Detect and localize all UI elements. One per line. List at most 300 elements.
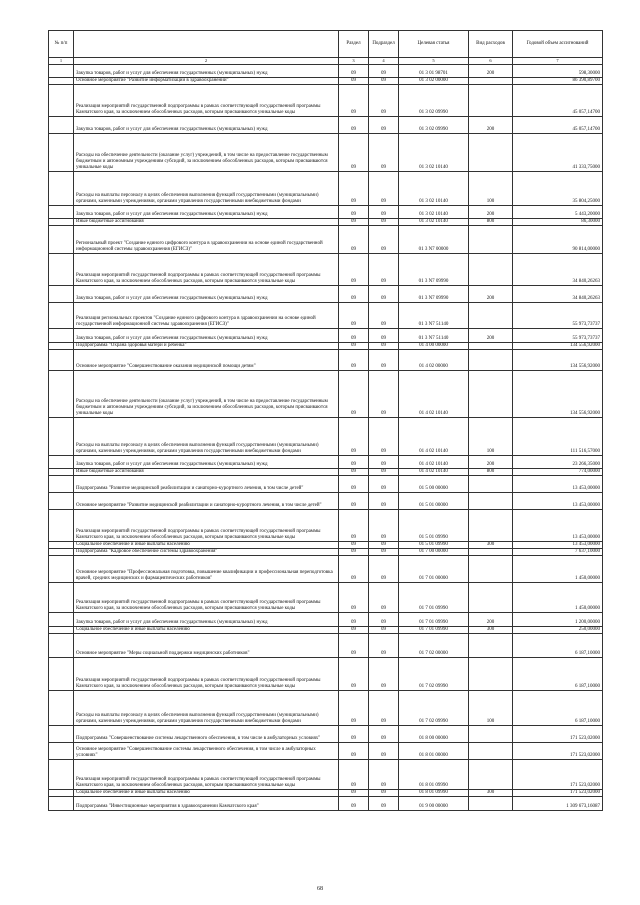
- table-header-row: [49, 31, 603, 58]
- table-row: [49, 78, 603, 85]
- row-subsection-cell: 09: [369, 350, 399, 371]
- row-expense-type-cell: 200: [469, 286, 513, 303]
- header-num: № п/п: [49, 31, 74, 58]
- row-number-cell: [49, 329, 74, 343]
- row-target-cell: 01 5 01 00000: [399, 493, 469, 510]
- row-amount-cell: 34 840,26263: [513, 286, 603, 303]
- row-name-cell: Иные бюджетные ассигнования: [74, 219, 339, 226]
- row-amount-cell: 598,30000: [513, 65, 603, 78]
- row-section-cell: 09: [339, 329, 369, 343]
- row-name-cell: Иные бюджетные ассигнования: [74, 469, 339, 476]
- row-expense-type-cell: 300: [469, 627, 513, 634]
- header-subsection: Подраздел: [369, 31, 399, 58]
- row-target-cell: 01 3 02 00000: [399, 78, 469, 85]
- row-amount-cell: 90 814,00000: [513, 226, 603, 254]
- row-name-cell: Закупка товаров, работ и услуг для обеспечения государственных (муниципальных) нужд: [74, 65, 339, 78]
- row-section-cell: 09: [339, 117, 369, 134]
- table-row: [49, 627, 603, 634]
- row-subsection-cell: 09: [369, 219, 399, 226]
- row-subsection-cell: 09: [369, 456, 399, 469]
- row-expense-type-cell: [469, 254, 513, 286]
- row-number-cell: [49, 456, 74, 469]
- row-amount-cell: 13 453,00000: [513, 476, 603, 493]
- row-expense-type-cell: [469, 350, 513, 371]
- table-row: [49, 117, 603, 134]
- table-row: [49, 510, 603, 542]
- row-expense-type-cell: 200: [469, 206, 513, 219]
- row-target-cell: 01 3 02 10140: [399, 172, 469, 206]
- row-target-cell: 01 3 02 10140: [399, 219, 469, 226]
- row-subsection-cell: 09: [369, 469, 399, 476]
- row-subsection-cell: 09: [369, 371, 399, 418]
- row-name-cell: Расходы на выплаты персоналу в целях обеспечения выполнения функций государственными (муниципальными) органами, казенными учреждениями, органами управления государственными внебюджетными фондами: [74, 691, 339, 726]
- row-number-cell: [49, 350, 74, 371]
- row-expense-type-cell: [469, 476, 513, 493]
- row-section-cell: 09: [339, 206, 369, 219]
- row-expense-type-cell: [469, 226, 513, 254]
- row-section-cell: 09: [339, 85, 369, 117]
- row-name-cell: Подпрограмма "Охрана здоровья матери и ребенка": [74, 343, 339, 350]
- row-target-cell: 01 8 01 00000: [399, 743, 469, 760]
- row-number-cell: [49, 510, 74, 542]
- table-row: [49, 613, 603, 627]
- row-subsection-cell: 09: [369, 134, 399, 172]
- table-body: [49, 65, 603, 811]
- row-number-cell: [49, 371, 74, 418]
- row-subsection-cell: 09: [369, 65, 399, 78]
- column-index: 5: [399, 58, 469, 65]
- row-name-cell: Расходы на выплаты персоналу в целях обеспечения выполнения функций государственными (муниципальными) органами, казенными учреждениями, органами управления государственными внебюджетными фондами: [74, 172, 339, 206]
- row-section-cell: 09: [339, 634, 369, 658]
- row-amount-cell: 6 187,10000: [513, 634, 603, 658]
- table-row: [49, 542, 603, 549]
- table-row: [49, 254, 603, 286]
- column-index: 2: [74, 58, 339, 65]
- row-amount-cell: 13 453,00000: [513, 542, 603, 549]
- row-amount-cell: 45 057,14700: [513, 117, 603, 134]
- table-row: [49, 206, 603, 219]
- row-expense-type-cell: [469, 510, 513, 542]
- row-amount-cell: 13 453,00000: [513, 510, 603, 542]
- row-target-cell: 01 3 N7 51140: [399, 329, 469, 343]
- row-target-cell: 01 4 02 10140: [399, 456, 469, 469]
- row-name-cell: Реализация мероприятий государственной подпрограммы в рамках соответствующей государственной программы Камчатского края, за исключением обособленных расходов, которым присваиваются уникальные коды: [74, 254, 339, 286]
- table-row: [49, 549, 603, 556]
- row-number-cell: [49, 219, 74, 226]
- row-subsection-cell: 09: [369, 583, 399, 613]
- row-subsection-cell: 09: [369, 85, 399, 117]
- table-row: [49, 226, 603, 254]
- row-name-cell: Расходы на обеспечение деятельности (оказание услуг) учреждений, в том числе на предоставление государственным бюджетным и автономным учреждениям субсидий, за исключением обособленных расходов, которым присваиваются уникальные коды: [74, 134, 339, 172]
- row-expense-type-cell: [469, 134, 513, 172]
- row-expense-type-cell: [469, 726, 513, 743]
- row-section-cell: 09: [339, 797, 369, 811]
- row-amount-cell: 134 556,92000: [513, 343, 603, 350]
- row-target-cell: 01 8 01 09990: [399, 760, 469, 790]
- row-name-cell: Социальное обеспечение и иные выплаты населению: [74, 542, 339, 549]
- document-sheet: [48, 30, 602, 811]
- table-row: [49, 493, 603, 510]
- row-number-cell: [49, 254, 74, 286]
- row-number-cell: [49, 634, 74, 658]
- row-section-cell: 09: [339, 65, 369, 78]
- row-number-cell: [49, 172, 74, 206]
- row-section-cell: 09: [339, 790, 369, 797]
- row-section-cell: 09: [339, 134, 369, 172]
- row-subsection-cell: 09: [369, 206, 399, 219]
- row-subsection-cell: 09: [369, 542, 399, 549]
- row-name-cell: Закупка товаров, работ и услуг для обеспечения государственных (муниципальных) нужд: [74, 613, 339, 627]
- row-section-cell: 09: [339, 613, 369, 627]
- row-target-cell: 01 8 01 09990: [399, 790, 469, 797]
- table-row: [49, 371, 603, 418]
- row-section-cell: 09: [339, 510, 369, 542]
- row-number-cell: [49, 627, 74, 634]
- header-target: Целевая статья: [399, 31, 469, 58]
- row-name-cell: Реализация региональных проектов "Создание единого цифрового контура в здравоохранении на основе единой государственной информационной системы здравоохранения (ЕГИСЗ)": [74, 303, 339, 329]
- row-name-cell: Региональный проект "Создание единого цифрового контура в здравоохранении на основе единой государственной информационной системы здравоохранения (ЕГИСЗ)": [74, 226, 339, 254]
- row-number-cell: [49, 556, 74, 583]
- row-target-cell: 01 3 N7 51140: [399, 303, 469, 329]
- row-target-cell: 01 4 02 00000: [399, 350, 469, 371]
- row-expense-type-cell: [469, 556, 513, 583]
- row-name-cell: Социальное обеспечение и иные выплаты населению: [74, 790, 339, 797]
- row-subsection-cell: 09: [369, 790, 399, 797]
- column-index: 6: [469, 58, 513, 65]
- row-target-cell: 01 3 N7 09990: [399, 286, 469, 303]
- row-target-cell: 01 3 02 09990: [399, 117, 469, 134]
- row-target-cell: 01 3 02 09990: [399, 85, 469, 117]
- row-subsection-cell: 09: [369, 760, 399, 790]
- row-expense-type-cell: 800: [469, 469, 513, 476]
- row-subsection-cell: 09: [369, 691, 399, 726]
- row-subsection-cell: 09: [369, 726, 399, 743]
- row-amount-cell: 86,30000: [513, 219, 603, 226]
- row-target-cell: 01 3 02 10140: [399, 134, 469, 172]
- row-number-cell: [49, 134, 74, 172]
- row-expense-type-cell: 200: [469, 613, 513, 627]
- row-subsection-cell: 09: [369, 226, 399, 254]
- row-amount-cell: 13 453,00000: [513, 493, 603, 510]
- row-number-cell: [49, 303, 74, 329]
- row-subsection-cell: 09: [369, 510, 399, 542]
- row-amount-cell: 1 309 673,16087: [513, 797, 603, 811]
- row-name-cell: Закупка товаров, работ и услуг для обеспечения государственных (муниципальных) нужд: [74, 206, 339, 219]
- row-expense-type-cell: [469, 85, 513, 117]
- row-amount-cell: 7 637,10000: [513, 549, 603, 556]
- row-target-cell: 01 7 01 09990: [399, 613, 469, 627]
- column-index-row: [49, 58, 603, 65]
- row-subsection-cell: 09: [369, 797, 399, 811]
- row-expense-type-cell: [469, 303, 513, 329]
- table-row: [49, 797, 603, 811]
- row-expense-type-cell: [469, 583, 513, 613]
- row-amount-cell: 1 200,00000: [513, 613, 603, 627]
- row-section-cell: 09: [339, 254, 369, 286]
- row-name-cell: Социальное обеспечение и иные выплаты населению: [74, 627, 339, 634]
- row-amount-cell: 34 840,26263: [513, 254, 603, 286]
- row-subsection-cell: 09: [369, 172, 399, 206]
- table-row: [49, 658, 603, 691]
- row-name-cell: Реализация мероприятий государственной подпрограммы в рамках соответствующей государственной программы Камчатского края, за исключением обособленных расходов, которым присваиваются уникальные коды: [74, 583, 339, 613]
- row-target-cell: 01 7 02 00000: [399, 634, 469, 658]
- row-number-cell: [49, 418, 74, 456]
- row-section-cell: 09: [339, 418, 369, 456]
- row-expense-type-cell: 100: [469, 691, 513, 726]
- row-section-cell: 09: [339, 627, 369, 634]
- row-amount-cell: 171 523,02000: [513, 760, 603, 790]
- row-target-cell: 01 3 01 98701: [399, 65, 469, 78]
- table-row: [49, 329, 603, 343]
- row-target-cell: 01 3 N7 00000: [399, 226, 469, 254]
- column-index: 1: [49, 58, 74, 65]
- row-amount-cell: 171 523,02000: [513, 743, 603, 760]
- table-row: [49, 469, 603, 476]
- table-row: [49, 456, 603, 469]
- row-number-cell: [49, 760, 74, 790]
- table-row: [49, 634, 603, 658]
- row-name-cell: Подпрограмма "Инвестиционные мероприятия в здравоохранении Камчатского края": [74, 797, 339, 811]
- row-amount-cell: 6 187,10000: [513, 658, 603, 691]
- row-section-cell: 09: [339, 172, 369, 206]
- row-subsection-cell: 09: [369, 743, 399, 760]
- row-section-cell: 09: [339, 343, 369, 350]
- row-subsection-cell: 09: [369, 658, 399, 691]
- table-row: [49, 65, 603, 78]
- table-row: [49, 691, 603, 726]
- row-target-cell: 01 4 02 10140: [399, 371, 469, 418]
- row-amount-cell: 86 390,89700: [513, 78, 603, 85]
- row-number-cell: [49, 85, 74, 117]
- row-name-cell: Расходы на выплаты персоналу в целях обеспечения выполнения функций государственными (муниципальными) органами, казенными учреждениями, органами управления государственными внебюджетными фондами: [74, 418, 339, 456]
- row-section-cell: 09: [339, 658, 369, 691]
- row-target-cell: 01 7 01 09990: [399, 627, 469, 634]
- row-target-cell: 01 4 02 10140: [399, 418, 469, 456]
- row-section-cell: 09: [339, 476, 369, 493]
- row-number-cell: [49, 797, 74, 811]
- row-target-cell: 01 5 01 09990: [399, 510, 469, 542]
- row-section-cell: 09: [339, 726, 369, 743]
- row-amount-cell: 1 450,00000: [513, 583, 603, 613]
- page-number: 68: [317, 886, 323, 892]
- row-amount-cell: 171 523,02000: [513, 790, 603, 797]
- row-expense-type-cell: 800: [469, 219, 513, 226]
- row-number-cell: [49, 790, 74, 797]
- row-target-cell: 01 5 00 00000: [399, 476, 469, 493]
- row-section-cell: 09: [339, 286, 369, 303]
- table-row: [49, 350, 603, 371]
- row-subsection-cell: 09: [369, 627, 399, 634]
- row-expense-type-cell: [469, 78, 513, 85]
- row-number-cell: [49, 658, 74, 691]
- row-subsection-cell: 09: [369, 343, 399, 350]
- row-expense-type-cell: [469, 371, 513, 418]
- row-section-cell: 09: [339, 583, 369, 613]
- row-name-cell: Реализация мероприятий государственной подпрограммы в рамках соответствующей государственной программы Камчатского края, за исключением обособленных расходов, которым присваиваются уникальные коды: [74, 510, 339, 542]
- row-expense-type-cell: [469, 343, 513, 350]
- row-amount-cell: 1 450,00000: [513, 556, 603, 583]
- row-section-cell: 09: [339, 371, 369, 418]
- row-expense-type-cell: [469, 549, 513, 556]
- row-name-cell: Основное мероприятие "Развитие медицинской реабилитации и санаторно-курортного лечения, в том числе детей": [74, 493, 339, 510]
- table-row: [49, 286, 603, 303]
- row-amount-cell: 6 187,10000: [513, 691, 603, 726]
- row-name-cell: Реализация мероприятий государственной подпрограммы в рамках соответствующей государственной программы Камчатского края, за исключением обособленных расходов, которым присваиваются уникальные коды: [74, 85, 339, 117]
- row-expense-type-cell: 300: [469, 790, 513, 797]
- row-number-cell: [49, 691, 74, 726]
- table-row: [49, 134, 603, 172]
- row-amount-cell: 250,00000: [513, 627, 603, 634]
- row-section-cell: 09: [339, 743, 369, 760]
- row-expense-type-cell: [469, 743, 513, 760]
- row-target-cell: 01 7 01 00000: [399, 556, 469, 583]
- row-section-cell: 09: [339, 78, 369, 85]
- row-section-cell: 09: [339, 303, 369, 329]
- table-row: [49, 790, 603, 797]
- row-number-cell: [49, 583, 74, 613]
- header-amount: Годовой объем ассигнований: [513, 31, 603, 58]
- row-section-cell: 09: [339, 542, 369, 549]
- row-number-cell: [49, 493, 74, 510]
- row-subsection-cell: 09: [369, 634, 399, 658]
- column-index: 7: [513, 58, 603, 65]
- row-number-cell: [49, 469, 74, 476]
- row-name-cell: Основное мероприятие "Совершенствование оказания медицинской помощи детям": [74, 350, 339, 371]
- row-name-cell: Закупка товаров, работ и услуг для обеспечения государственных (муниципальных) нужд: [74, 117, 339, 134]
- row-target-cell: 01 4 00 00000: [399, 343, 469, 350]
- row-expense-type-cell: [469, 493, 513, 510]
- header-section: Раздел: [339, 31, 369, 58]
- row-section-cell: 09: [339, 219, 369, 226]
- budget-table: [48, 30, 603, 811]
- row-section-cell: 09: [339, 350, 369, 371]
- row-amount-cell: 5 443,20000: [513, 206, 603, 219]
- table-row: [49, 303, 603, 329]
- row-name-cell: Реализация мероприятий государственной подпрограммы в рамках соответствующей государственной программы Камчатского края, за исключением обособленных расходов, которым присваиваются уникальные коды: [74, 658, 339, 691]
- row-target-cell: 01 7 01 09990: [399, 583, 469, 613]
- row-expense-type-cell: [469, 658, 513, 691]
- row-target-cell: 01 3 N7 09990: [399, 254, 469, 286]
- table-row: [49, 726, 603, 743]
- row-amount-cell: 134 556,92000: [513, 350, 603, 371]
- header-name: [74, 31, 339, 58]
- row-amount-cell: 774,00000: [513, 469, 603, 476]
- row-section-cell: 09: [339, 549, 369, 556]
- table-row: [49, 760, 603, 790]
- row-number-cell: [49, 542, 74, 549]
- row-target-cell: 01 5 01 09990: [399, 542, 469, 549]
- row-expense-type-cell: [469, 634, 513, 658]
- row-number-cell: [49, 78, 74, 85]
- row-amount-cell: 55 973,73737: [513, 303, 603, 329]
- row-expense-type-cell: 200: [469, 456, 513, 469]
- row-subsection-cell: 09: [369, 476, 399, 493]
- row-subsection-cell: 09: [369, 549, 399, 556]
- row-name-cell: Основное мероприятие "Развитие информатизации в здравоохранении": [74, 78, 339, 85]
- row-target-cell: 01 3 02 10140: [399, 206, 469, 219]
- row-subsection-cell: 09: [369, 117, 399, 134]
- row-expense-type-cell: 100: [469, 418, 513, 456]
- row-number-cell: [49, 476, 74, 493]
- row-expense-type-cell: [469, 797, 513, 811]
- row-expense-type-cell: 200: [469, 117, 513, 134]
- row-number-cell: [49, 343, 74, 350]
- row-expense-type-cell: [469, 760, 513, 790]
- table-row: [49, 583, 603, 613]
- row-amount-cell: 45 057,14700: [513, 85, 603, 117]
- table-row: [49, 219, 603, 226]
- table-row: [49, 556, 603, 583]
- row-target-cell: 01 8 00 00000: [399, 726, 469, 743]
- table-row: [49, 343, 603, 350]
- row-target-cell: 01 7 02 09990: [399, 691, 469, 726]
- row-name-cell: Реализация мероприятий государственной подпрограммы в рамках соответствующей государственной программы Камчатского края, за исключением обособленных расходов, которым присваиваются уникальные коды: [74, 760, 339, 790]
- row-name-cell: Расходы на обеспечение деятельности (оказание услуг) учреждений, в том числе на предоставление государственным бюджетным и автономным учреждениям субсидий, за исключением обособленных расходов, которым присваиваются уникальные коды: [74, 371, 339, 418]
- row-amount-cell: 41 333,75000: [513, 134, 603, 172]
- row-name-cell: Закупка товаров, работ и услуг для обеспечения государственных (муниципальных) нужд: [74, 329, 339, 343]
- row-name-cell: Основное мероприятие "Меры социальной поддержки медицинских работников": [74, 634, 339, 658]
- row-subsection-cell: 09: [369, 418, 399, 456]
- table-row: [49, 172, 603, 206]
- row-number-cell: [49, 549, 74, 556]
- row-section-cell: 09: [339, 226, 369, 254]
- row-target-cell: 01 7 00 00000: [399, 549, 469, 556]
- column-index: 4: [369, 58, 399, 65]
- row-amount-cell: 171 523,02000: [513, 726, 603, 743]
- row-section-cell: 09: [339, 691, 369, 726]
- row-section-cell: 09: [339, 456, 369, 469]
- row-name-cell: Подпрограмма "Совершенствование системы лекарственного обеспечения, в том числе в амбулаторных условиях": [74, 726, 339, 743]
- row-target-cell: 01 9 00 00000: [399, 797, 469, 811]
- row-number-cell: [49, 117, 74, 134]
- row-name-cell: Подпрограмма "Развитие медицинской реабилитации и санаторно-курортного лечения, в том числе детей": [74, 476, 339, 493]
- row-amount-cell: 134 556,92000: [513, 371, 603, 418]
- table-row: [49, 476, 603, 493]
- row-subsection-cell: 09: [369, 613, 399, 627]
- row-name-cell: Основное мероприятие "Совершенствование системы лекарственного обеспечения, в том числе в амбулаторных условиях": [74, 743, 339, 760]
- row-target-cell: 01 7 02 09990: [399, 658, 469, 691]
- row-subsection-cell: 09: [369, 329, 399, 343]
- row-number-cell: [49, 286, 74, 303]
- row-section-cell: 09: [339, 469, 369, 476]
- row-expense-type-cell: 200: [469, 329, 513, 343]
- row-name-cell: Подпрограмма "Кадровое обеспечение системы здравоохранения": [74, 549, 339, 556]
- table-row: [49, 85, 603, 117]
- row-subsection-cell: 09: [369, 556, 399, 583]
- row-subsection-cell: 09: [369, 303, 399, 329]
- row-name-cell: Закупка товаров, работ и услуг для обеспечения государственных (муниципальных) нужд: [74, 286, 339, 303]
- row-expense-type-cell: 200: [469, 65, 513, 78]
- row-number-cell: [49, 613, 74, 627]
- row-subsection-cell: 09: [369, 286, 399, 303]
- row-section-cell: 09: [339, 493, 369, 510]
- table-row: [49, 418, 603, 456]
- row-expense-type-cell: 100: [469, 172, 513, 206]
- row-expense-type-cell: 300: [469, 542, 513, 549]
- row-subsection-cell: 09: [369, 78, 399, 85]
- table-row: [49, 743, 603, 760]
- row-target-cell: 01 4 02 10140: [399, 469, 469, 476]
- row-subsection-cell: 09: [369, 493, 399, 510]
- row-amount-cell: 111 516,57000: [513, 418, 603, 456]
- row-amount-cell: 35 804,25000: [513, 172, 603, 206]
- row-name-cell: Основное мероприятие "Профессиональная подготовка, повышение квалификации и профессиональная переподготовка врачей, средних медицинских и фармацевтических работников": [74, 556, 339, 583]
- row-subsection-cell: 09: [369, 254, 399, 286]
- row-number-cell: [49, 726, 74, 743]
- row-amount-cell: 55 973,73737: [513, 329, 603, 343]
- column-index: 3: [339, 58, 369, 65]
- header-expense-type: Вид расходов: [469, 31, 513, 58]
